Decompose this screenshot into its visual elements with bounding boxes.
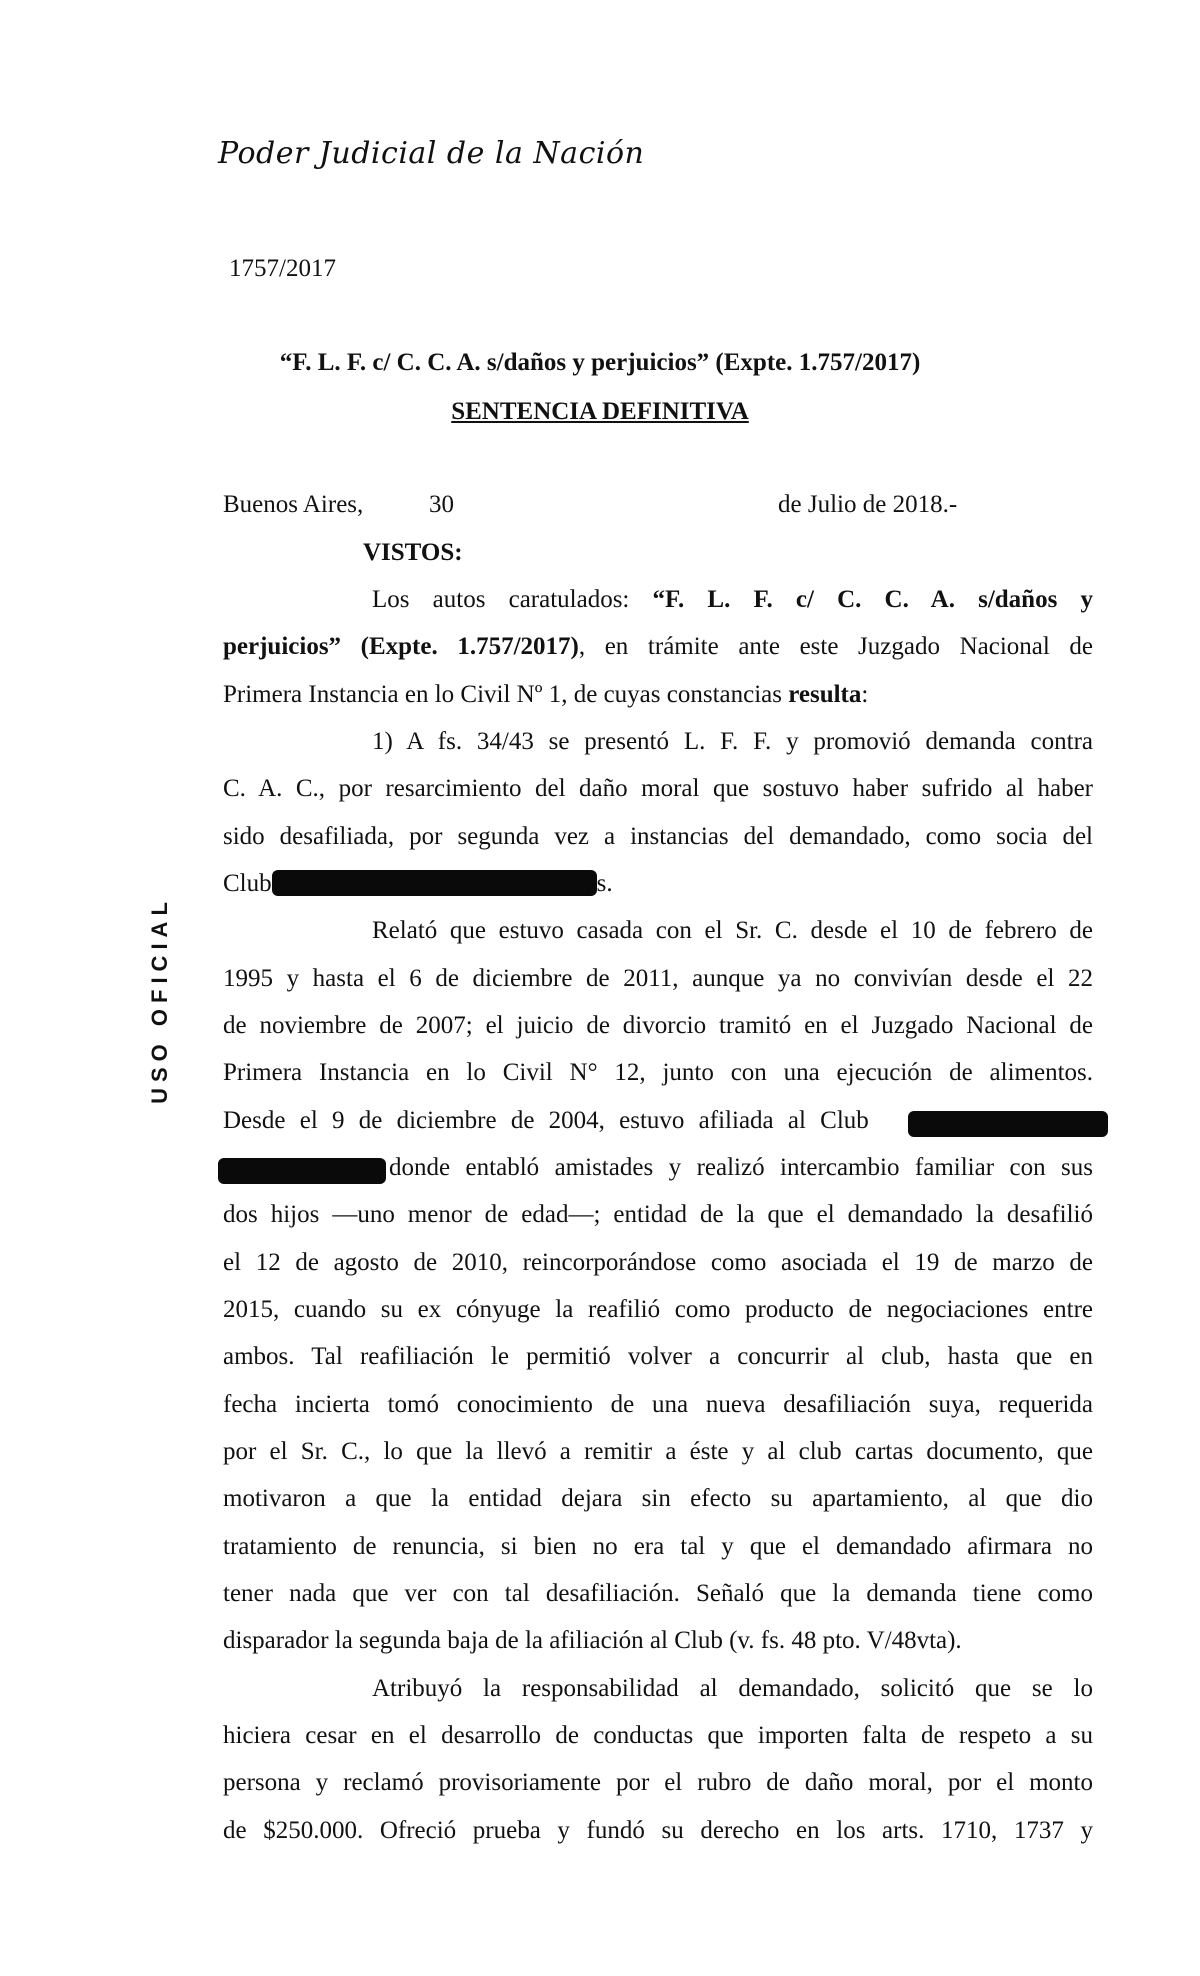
paragraph-1-line-2: C. A. C., por resarcimiento del daño moral que sostuvo haber sufrido al haber (223, 775, 1093, 802)
paragraph-1-line-4: Club s. (223, 870, 613, 897)
paragraph-3-line-3: persona y reclamó provisoriamente por el rubro de daño moral, por el monto (223, 1769, 1093, 1796)
paragraph-2-line-15: tener nada que ver con tal desafiliación. Señaló que la demanda tiene como (223, 1580, 1093, 1607)
case-caption: “F. L. F. c/ C. C. A. s/daños y perjuicios” (Expte. 1.757/2017) (279, 349, 921, 376)
paragraph-3-line-4: de $250.000. Ofreció prueba y fundó su derecho en los arts. 1710, 1737 y (223, 1817, 1093, 1844)
paragraph-1-line-3: sido desafiliada, por segunda vez a instancias del demandado, como socia del (223, 823, 1093, 850)
redaction-bar (272, 870, 597, 896)
paragraph-2-line-7: dos hijos —uno menor de edad—; entidad de la que el demandado la desafilió (223, 1201, 1093, 1228)
paragraph-2-line-1: Relató que estuvo casada con el Sr. C. desde el 10 de febrero de (372, 917, 1093, 944)
paragraph-2-line-14: tratamiento de renuncia, si bien no era tal y que el demandado afirmara no (223, 1533, 1093, 1560)
paragraph-2-line-8: el 12 de agosto de 2010, reincorporándose como asociada el 19 de marzo de (223, 1249, 1093, 1276)
paragraph-2-line-12: por el Sr. C., lo que la llevó a remitir a éste y al club cartas documento, que (223, 1438, 1093, 1465)
paragraph-3-line-2: hiciera cesar en el desarrollo de conductas que importen falta de respeto a su (223, 1722, 1093, 1749)
paragraph-2-line-2: 1995 y hasta el 6 de diciembre de 2011, aunque ya no convivían desde el 22 (223, 965, 1093, 992)
date-day: 30 (429, 491, 454, 518)
paragraph-2-line-11: fecha incierta tomó conocimiento de una nueva desafiliación suya, requerida (223, 1391, 1093, 1418)
vistos-line-1: Los autos caratulados: “F. L. F. c/ C. C. A. s/daños y (372, 586, 1093, 613)
date-month-year: de Julio de 2018.- (778, 491, 958, 518)
vistos-label: VISTOS: (363, 539, 463, 566)
paragraph-2-line-4: Primera Instancia en lo Civil N° 12, junto con una ejecución de alimentos. (223, 1059, 1093, 1086)
vistos-line-2: perjuicios” (Expte. 1.757/2017), en trámite ante este Juzgado Nacional de (223, 633, 1094, 660)
sentence-heading: SENTENCIA DEFINITIVA (451, 398, 749, 425)
redaction-bar (908, 1111, 1108, 1137)
paragraph-2-line-16: disparador la segunda baja de la afiliación al Club (v. fs. 48 pto. V/48vta). (223, 1627, 962, 1654)
institution-header: Poder Judicial de la Nación (218, 136, 645, 171)
paragraph-2-line-6: donde entabló amistades y realizó intercambio familiar con sus (389, 1154, 1093, 1181)
vistos-line-3: Primera Instancia en lo Civil Nº 1, de cuyas constancias resulta: (223, 681, 869, 708)
paragraph-2-line-9: 2015, cuando su ex cónyuge la reafilió como producto de negociaciones entre (223, 1296, 1093, 1323)
case-number: 1757/2017 (229, 255, 336, 282)
paragraph-3-line-1: Atribuyó la responsabilidad al demandado, solicitó que se lo (372, 1675, 1093, 1702)
date-place: Buenos Aires, (223, 491, 364, 518)
paragraph-2-line-13: motivaron a que la entidad dejara sin efecto su apartamiento, al que dio (223, 1485, 1093, 1512)
redaction-bar (218, 1158, 386, 1184)
paragraph-2-line-3: de noviembre de 2007; el juicio de divorcio tramitó en el Juzgado Nacional de (223, 1012, 1093, 1039)
paragraph-2-line-5: Desde el 9 de diciembre de 2004, estuvo afiliada al Club (223, 1107, 869, 1134)
paragraph-2-line-10: ambos. Tal reafiliación le permitió volver a concurrir al club, hasta que en (223, 1343, 1093, 1370)
side-label: USO OFICIAL (147, 896, 172, 1104)
paragraph-1-line-1: 1) A fs. 34/43 se presentó L. F. F. y promovió demanda contra (372, 728, 1093, 755)
